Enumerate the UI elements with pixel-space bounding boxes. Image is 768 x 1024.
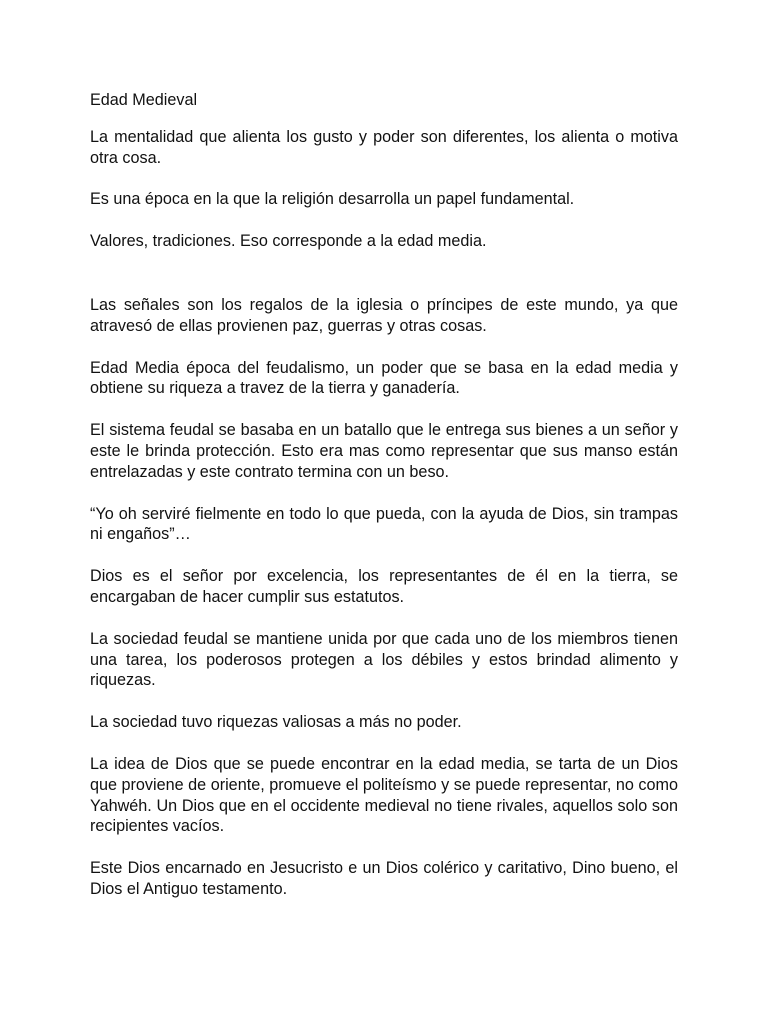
paragraph-senales: Las señales son los regalos de la iglesia o príncipes de este mundo, ya que atravesó de ellas provienen paz, guerras y otras cosas. bbox=[90, 295, 678, 335]
paragraph-religion: Es una época en la que la religión desarrolla un papel fundamental. bbox=[90, 190, 575, 209]
document-title: Edad Medieval bbox=[90, 91, 198, 109]
paragraph-riquezas: La sociedad tuvo riquezas valiosas a más no poder. bbox=[90, 713, 462, 732]
paragraph-idea-dios: La idea de Dios que se puede encontrar en la edad media, se tarta de un Dios que proviene de oriente, promueve el politeísmo y se puede representar, no como Yahwéh. Un Dios que en el occidente medieval no tiene rivales, aquellos solo son recipientes vacíos. bbox=[90, 754, 678, 836]
paragraph-mentalidad: La mentalidad que alienta los gusto y poder son diferentes, los alienta o motiva otra cosa. bbox=[90, 127, 678, 167]
paragraph-sociedad-feudal: La sociedad feudal se mantiene unida por que cada uno de los miembros tienen una tarea, los poderosos protegen a los débiles y estos brindad alimento y riquezas. bbox=[90, 629, 678, 690]
document-page bbox=[90, 90, 678, 921]
paragraph-sistema-feudal: El sistema feudal se basaba en un batallo que le entrega sus bienes a un señor y este le brinda protección. Esto era mas como representar que sus manso están entrelazadas y este contrato termina con un beso. bbox=[90, 421, 678, 481]
paragraph-dios-senor: Dios es el señor por excelencia, los representantes de él en la tierra, se encargaban de hacer cumplir sus estatutos. bbox=[90, 567, 678, 606]
paragraph-feudalismo: Edad Media época del feudalismo, un poder que se basa en la edad media y obtiene su riqueza a travez de la tierra y ganadería. bbox=[90, 358, 678, 398]
paragraph-juramento: “Yo oh serviré fielmente en todo lo que pueda, con la ayuda de Dios, sin trampas ni engaños”… bbox=[90, 504, 678, 544]
blank-line bbox=[90, 273, 678, 295]
paragraph-valores: Valores, tradiciones. Eso corresponde a la edad media. bbox=[90, 232, 487, 251]
paragraph-dios-encarnado: Este Dios encarnado en Jesucristo e un Dios colérico y caritativo, Dino bueno, el Dios el Antiguo testamento. bbox=[90, 859, 678, 898]
